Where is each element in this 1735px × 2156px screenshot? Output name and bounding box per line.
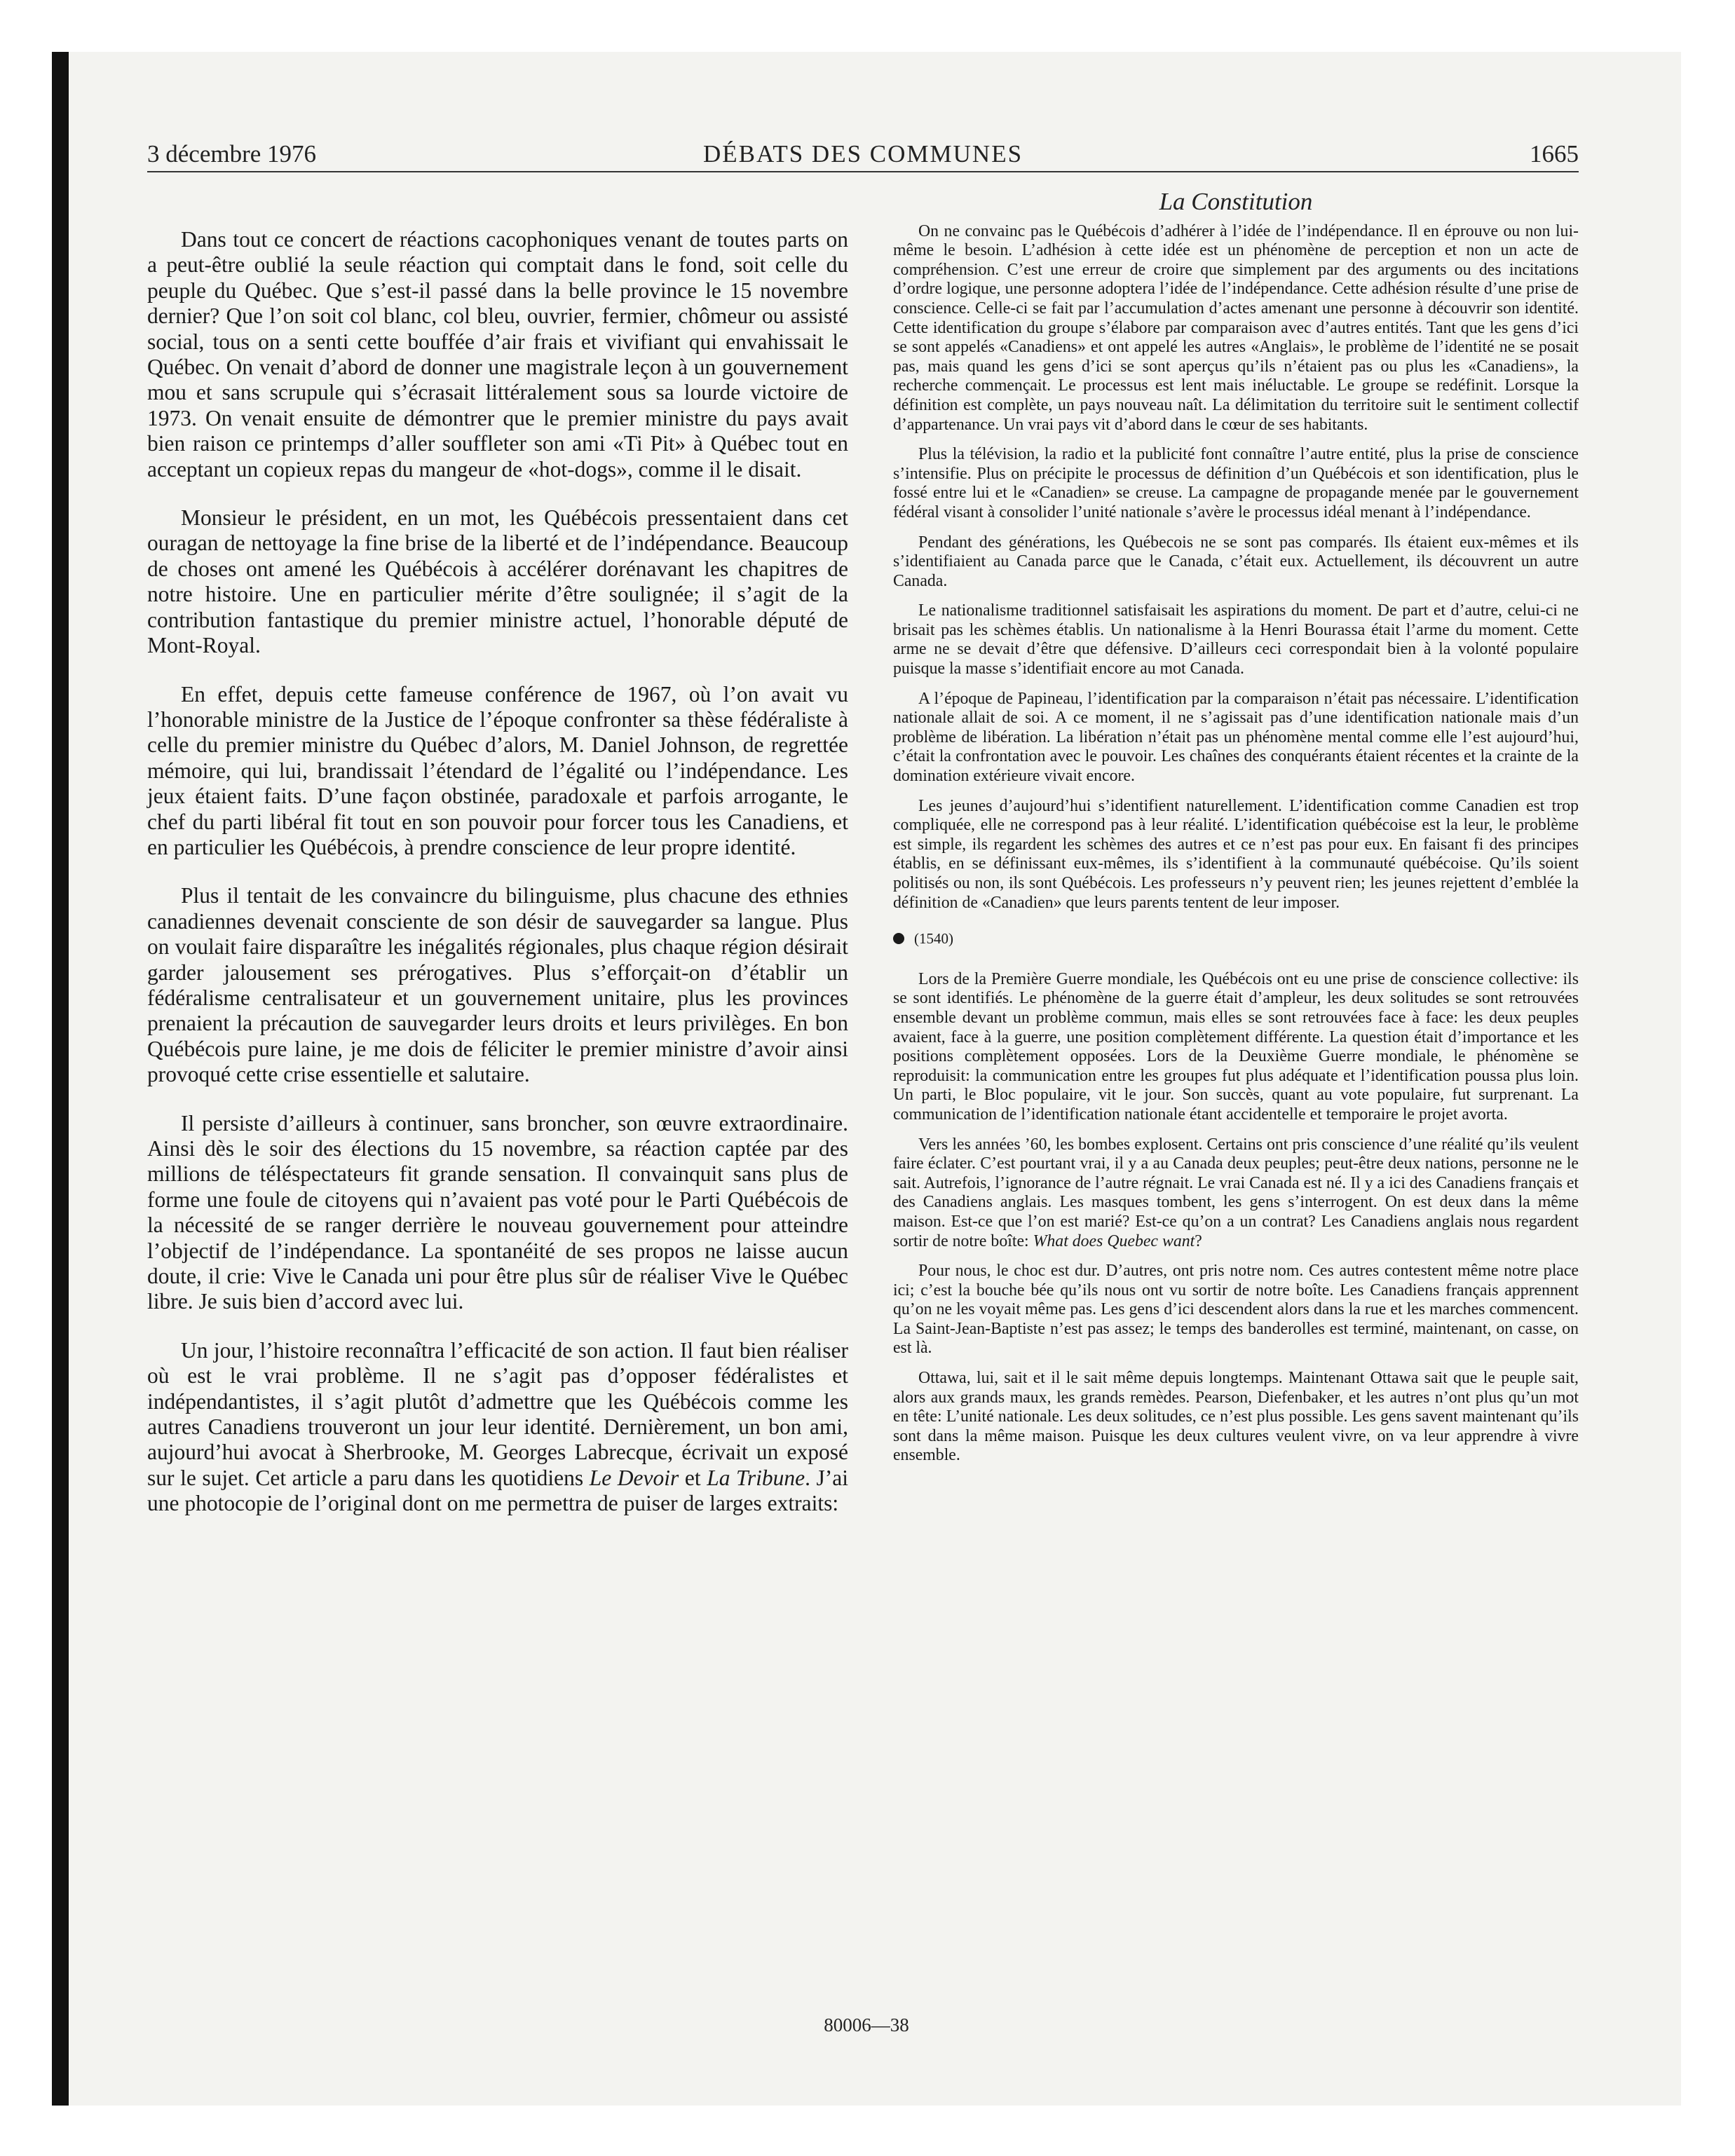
newspaper-la-tribune: La Tribune: [707, 1465, 805, 1490]
header-title: DÉBATS DES COMMUNES: [702, 140, 1023, 168]
left-paragraph-6: [147, 1338, 848, 1517]
right-paragraph-7: Lors de la Première Guerre mondiale, les Québécois ont eu une prise de conscience collective: ils se sont identifiés. Le phénomène de la guerre était d’ampleur, les deux solitudes se sont retrouvées ensemble devant un problème commun, mais elles se sont retrouvées face à face: les deux peuples avaient, face à la guerre, une position complètement différente. La question était d’importance et les positions complètement opposées. Lors de la Deuxième Guerre mondiale, le phénomène se reproduisit: la communication entre les groupes fut plus adéquate et l’identification poussa plus loin. Un parti, le Bloc populaire, vit le jour. Son succès, quant au vote populaire, fut surprenant. La communication de l’identification nationale étant accidentelle et temporaire le projet avorta.: [893, 969, 1579, 1124]
time-marker-label: (1540): [914, 930, 953, 948]
page-footer-code: 80006—38: [824, 2014, 909, 2035]
section-title: La Constitution: [1159, 188, 1313, 215]
binding-edge: [52, 52, 69, 2106]
bullet-dot-icon: [893, 933, 904, 944]
right-paragraph-1: On ne convainc pas le Québécois d’adhérer à l’idée de l’indépendance. Il en éprouve ou non lui-même le besoin. L’adhésion à cette idée est un phénomène de perception et non un acte de compréhension. C’est une erreur de croire que simplement par des arguments ou des incitations d’ordre logique, une personne adoptera l’idée de l’indépendance. Cette adhésion résulte d’une prise de conscience. Celle-ci se fait par l’accumulation d’actes amenant une personne à découvrir son identité. Cette identification du groupe s’élabore par comparaison avec d’autres entités. Tant que les gens d’ici se sont appelés «Canadiens» et ont appelé les autres «Anglais», le problème de l’identité ne se posait pas, mais quand les gens d’ici se sont aperçus qu’ils n’étaient pas ou plus les «Canadiens», la recherche commençait. Le processus est lent mais inéluctable. Le groupe se redéfinit. Lorsque la définition est complète, un pays nouveau naît. La délimitation du territoire suit le sentiment collectif d’appartenance. Un vrai pays vit d’abord dans le cœur de ses habitants.: [893, 221, 1579, 434]
right-paragraph-6: Les jeunes d’aujourd’hui s’identifient naturellement. L’identification comme Canadien est trop compliquée, elle ne correspond pas à leur réalité. L’identification québécoise est la leur, le problème est simple, ils regardent les schèmes des autres et ce n’est pas pour eux. En faisant fi des principes établis, en se définissant eux-mêmes, ils s’identifient à la communauté québécoise. Qu’ils soient politisés ou non, ils sont Québécois. Les professeurs n’y peuvent rien; les jeunes rejettent d’emblée la définition de «Canadien» que leurs parents tentent de leur imposer.: [893, 796, 1579, 912]
sixties-end: ?: [1195, 1231, 1202, 1250]
right-paragraph-10: Ottawa, lui, sait et il le sait même depuis longtemps. Maintenant Ottawa sait que le peuple sait, alors aux grands maux, les grands remèdes. Pearson, Diefenbaker, et les autres n’ont plus qu’un mot en tête: L’unité nationale. Les deux solitudes, ce n’est plus possible. Les gens savent maintenant qu’ils sont dans la même maison. Puisque les deux cultures veulent vivre, on va leur apprendre à vivre ensemble.: [893, 1369, 1579, 1465]
page-header: [147, 136, 1579, 172]
what-does-quebec-want: What does Quebec want: [1033, 1231, 1195, 1250]
time-marker: [893, 929, 1579, 949]
right-paragraph-9: Pour nous, le choc est dur. D’autres, ont pris notre nom. Ces autres contestent même notre place ici; c’est la bouche bée qu’ils nous ont vu sortir de notre boîte. Les Canadiens français apprennent qu’on ne les voyait même pas. Les gens d’ici descendent alors dans la rue et les marches commencent. La Saint-Jean-Baptiste n’est pas assez; le temps des banderolles est terminé, maintenant, on casse, on est là.: [893, 1262, 1579, 1358]
right-paragraph-8: [893, 1135, 1579, 1252]
sixties-text: Vers les années ’60, les bombes explosent. Certains ont pris conscience d’une réalité qu’ils veulent faire éclater. C’est pourtant vrai, il y a au Canada deux peuples; peut-être deux nations, personne ne le sait. Autrefois, l’ignorance de l’autre régnait. Le vrai Canada est né. Il y a ici des Canadiens français et des Canadiens anglais. Les masques tombent, les gens s’interrogent. On est deux dans la même maison. Est-ce que l’on est marié? Est-ce qu’on a un contrat? Les Canadiens anglais nous regardent sortir de notre boîte:: [893, 1135, 1579, 1250]
right-paragraph-2: Plus la télévision, la radio et la publicité font connaître l’autre entité, plus la prise de conscience s’intensifie. Plus on précipite le processus de définition d’un Québécois et son identification, plus le fossé entre lui et le «Canadien» se creuse. La campagne de propagande menée par le gouvernement fédéral visant à consolider l’unité nationale s’avère le processus idéal menant à l’indépendance.: [893, 445, 1579, 521]
left-column: [147, 227, 848, 1540]
left-p6-text-c: . J’ai une photocopie de l’original dont on me permettra de puiser de larges extraits:: [147, 1465, 848, 1516]
left-p6-text-a: Un jour, l’histoire reconnaîtra l’efficacité de son action. Il faut bien réaliser où est le vrai problème. Il ne s’agit pas d’opposer fédéralistes et indépendantistes, il s’agit plutôt d’admettre que les Québécois comme les autres Canadiens trouveront un jour leur identité. Dernièrement, un bon ami, aujourd’hui avocat à Sherbrooke, M. Georges Labrecque, écrivait un exposé sur le sujet. Cet article a paru dans les quotidiens: [147, 1337, 848, 1490]
header-date: 3 décembre 1976: [147, 140, 317, 168]
left-paragraph-3: En effet, depuis cette fameuse conférence de 1967, où l’on avait vu l’honorable ministre de la Justice de l’époque confronter sa thèse fédéraliste à celle du premier ministre du Québec d’alors, M. Daniel Johnson, de regrettée mémoire, qui lui, brandissait l’étendard de l’égalité ou l’indépendance. Les jeux étaient faits. D’une façon obstinée, paradoxale et parfois arrogante, le chef du parti libéral fit tout en son pouvoir pour forcer tous les Canadiens, et en particulier les Québécois, à prendre conscience de leur propre identité.: [147, 681, 848, 859]
scanned-page: [52, 52, 1681, 2106]
right-paragraph-3: Pendant des générations, les Québecois ne se sont pas comparés. Ils étaient eux-mêmes et ils s’identifiaient au Canada parce que le Canada, c’était eux. Actuellement, ils découvrent un autre Canada.: [893, 533, 1579, 590]
left-paragraph-4: Plus il tentait de les convaincre du bilinguisme, plus chacune des ethnies canadiennes devenait consciente de son désir de sauvegarder sa langue. Plus on voulait faire disparaître les inégalités régionales, plus chaque région désirait garder jalousement ses prérogatives. Plus s’efforçait-on d’établir un fédéralisme centralisateur et un gouvernement unitaire, plus les provinces prenaient la précaution de sauvegarder leurs droits et leurs privilèges. En bon Québécois pure laine, je me dois de féliciter le premier ministre d’avoir ainsi provoqué cette crise essentielle et salutaire.: [147, 883, 848, 1087]
right-paragraph-4: Le nationalisme traditionnel satisfaisait les aspirations du moment. De part et d’autre, celui-ci ne brisait pas les schèmes établis. Un nationalisme à la Henri Bourassa était l’arme du moment. Cette arme ne se devait d’être que défensive. D’ailleurs ceci correspondait bien à la volonté populaire puisque la masse s’identifiait encore au mot Canada.: [893, 601, 1579, 678]
newspaper-le-devoir: Le Devoir: [589, 1465, 679, 1490]
left-p6-text-b: et: [679, 1465, 707, 1490]
left-paragraph-2: Monsieur le président, en un mot, les Québécois pressentaient dans cet ouragan de nettoyage la fine brise de la liberté et de l’indépendance. Beaucoup de choses ont amené les Québécois à accélérer dorénavant les chapitres de notre histoire. Une en particulier mérite d’être soulignée; il s’agit de la contribution fantastique du premier ministre actuel, l’honorable député de Mont-Royal.: [147, 505, 848, 658]
right-column: [893, 188, 1579, 1476]
left-paragraph-5: Il persiste d’ailleurs à continuer, sans broncher, son œuvre extraordinaire. Ainsi dès le soir des élections du 15 novembre, sa réaction captée par des millions de téléspectateurs fit grande sensation. Il convainquit sans plus de forme une foule de citoyens qui n’avaient pas voté pour le Parti Québécois de la nécessité de se ranger derrière le nouveau gouvernement pour atteindre l’objectif de l’indépendance. La spontanéité de ses propos ne laisse aucun doute, il crie: Vive le Canada uni pour être plus sûr de réaliser Vive le Québec libre. Je suis bien d’accord avec lui.: [147, 1110, 848, 1314]
header-page-number: 1665: [1530, 140, 1579, 168]
left-paragraph-1: Dans tout ce concert de réactions cacophoniques venant de toutes parts on a peut-être oublié la seule réaction qui comptait dans le fond, soit celle du peuple du Québec. Que s’est-il passé dans la belle province le 15 novembre dernier? Que l’on soit col blanc, col bleu, ouvrier, fermier, chômeur ou assisté social, tous on a senti cette bouffée d’air frais et vivifiant qui envahissait le Québec. On venait d’abord de donner une magistrale leçon à un gouvernement mou et sans scrupule qui s’écrasait littéralement sous sa lourde victoire de 1973. On venait ensuite de démontrer que le premier ministre du pays avait bien raison ce printemps d’aller souffleter son ami «Ti Pit» à Québec tout en acceptant un copieux repas du mangeur de «hot-dogs», comme il le disait.: [147, 227, 848, 482]
right-paragraph-5: A l’époque de Papineau, l’identification par la comparaison n’était pas nécessaire. L’identification nationale allait de soi. A ce moment, il ne s’agissait pas d’une identification nationale mais d’un problème de libération. La libération n’était pas un phénomène mental comme elle l’est aujourd’hui, c’était la confrontation avec le pouvoir. Les chaînes des conquérants étaient récentes et la crainte de la domination extérieure vivait encore.: [893, 689, 1579, 786]
